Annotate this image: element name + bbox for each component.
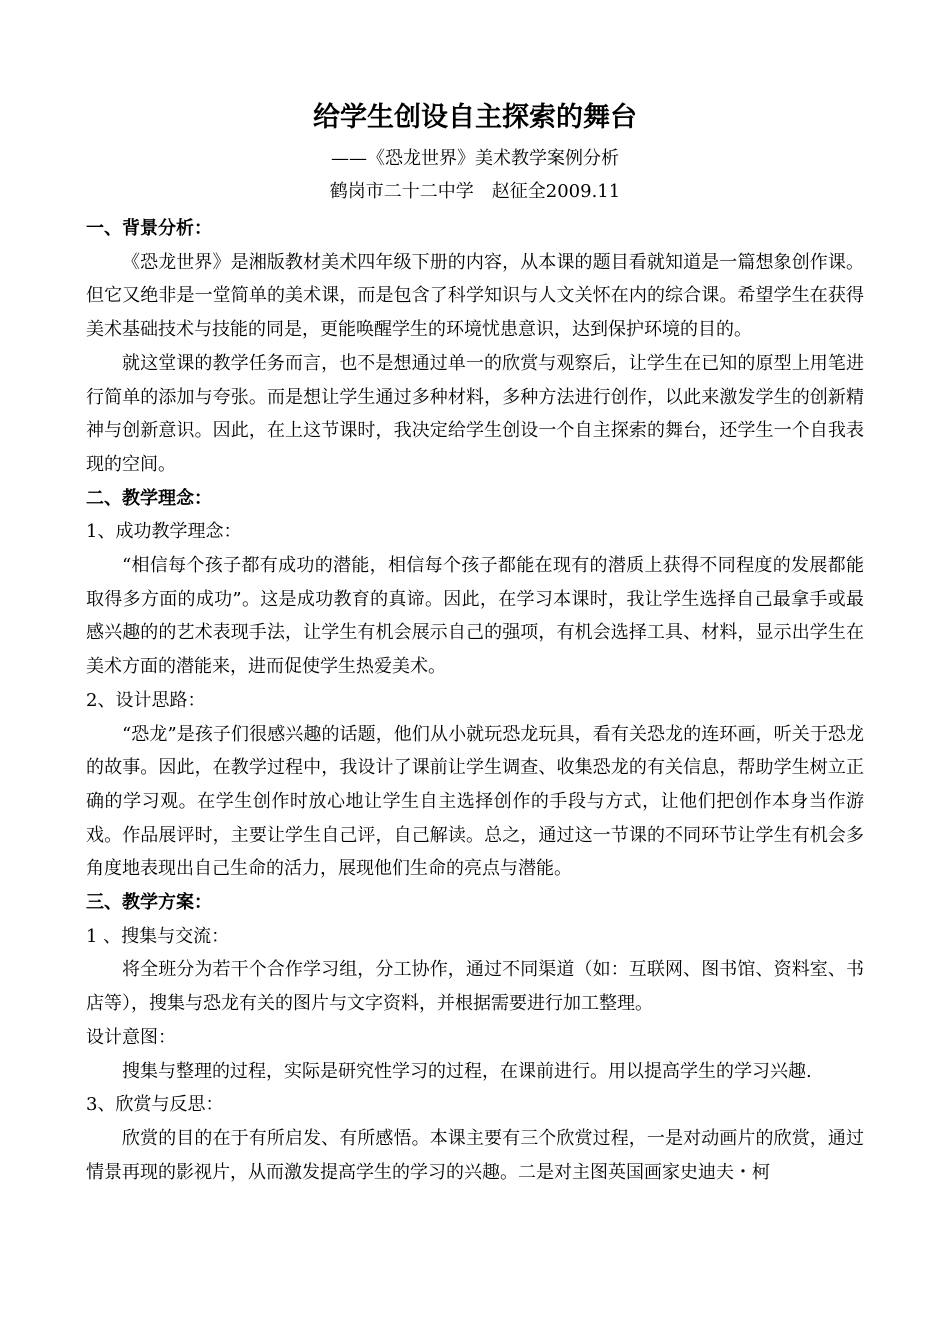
paragraph: 将全班分为若干个合作学习组，分工协作，通过不同渠道（如：互联网、图书馆、资料室、书店等），搜集与恐龙有关的图片与文字资料，并根据需要进行加工整理。: [86, 959, 864, 1015]
subheading: 2、设计思路：: [86, 689, 206, 711]
section-heading-background: 一、背景分析：: [86, 218, 212, 239]
paragraph: 搜集与整理的过程，实际是研究性学习的过程，在课前进行。用以提高学生的学习兴趣.: [122, 1060, 812, 1082]
paragraph: “相信每个孩子都有成功的潜能，相信每个孩子都能在现有的潜质上获得不同程度的发展都能取得多方面的成功”。这是成功教育的真谛。因此，在学习本课时，我让学生选择自己最拿手或最感兴趣的的艺术表现手法，让学生有机会展示自己的强项，有机会选择工具、材料，显示出学生在美术方面的潜能来，进而促使学生热爱美术。: [86, 555, 864, 678]
subheading: 1 、搜集与交流：: [86, 925, 230, 947]
paragraph: 就这堂课的教学任务而言，也不是想通过单一的欣赏与观察后，让学生在已知的原型上用笔进行简单的添加与夸张。而是想让学生通过多种材料，多种方法进行创作，以此来激发学生的创新精神与创新意识。因此，在上这节课时，我决定给学生创设一个自主探索的舞台，还学生一个自我表现的空间。: [86, 352, 864, 475]
author-line: 鹤岗市二十二中学 赵征全2009.11: [329, 181, 621, 202]
subheading: 1、成功教学理念：: [86, 521, 242, 543]
section-heading-plan: 三、教学方案：: [86, 892, 212, 914]
page-subtitle: ——《恐龙世界》美术教学案例分析: [331, 148, 619, 169]
paragraph: “恐龙”是孩子们很感兴趣的话题，他们从小就玩恐龙玩具，看有关恐龙的连环画，听关于恐龙的故事。因此，在教学过程中，我设计了课前让学生调查、收集恐龙的有关信息，帮助学生树立正确的学习观。在学生创作时放心地让学生自主选择创作的手段与方式，让他们把创作本身当作游戏。作品展评时，主要让学生自己评，自己解读。总之，通过这一节课的不同环节让学生有机会多角度地表现出自己生命的活力，展现他们生命的亮点与潜能。: [86, 723, 864, 880]
paragraph: 《恐龙世界》是湘版教材美术四年级下册的内容，从本课的题目看就知道是一篇想象创作课。但它又绝非是一堂简单的美术课，而是包含了科学知识与人文关怀在内的综合课。希望学生在获得美术基础技术与技能的同是，更能唤醒学生的环境忧患意识，达到保护环境的目的。: [86, 251, 864, 341]
subheading: 设计意图：: [86, 1026, 176, 1048]
page-title: 给学生创设自主探索的舞台: [313, 102, 637, 133]
subheading: 3、欣赏与反思：: [86, 1094, 224, 1116]
document-body: [86, 212, 864, 1189]
section-heading-philosophy: 二、教学理念：: [86, 487, 212, 509]
paragraph: 欣赏的目的在于有所启发、有所感悟。本课主要有三个欣赏过程，一是对动画片的欣赏，通过情景再现的影视片，从而激发提高学生的学习的兴趣。二是对主图英国画家史迪夫・柯: [86, 1127, 864, 1183]
